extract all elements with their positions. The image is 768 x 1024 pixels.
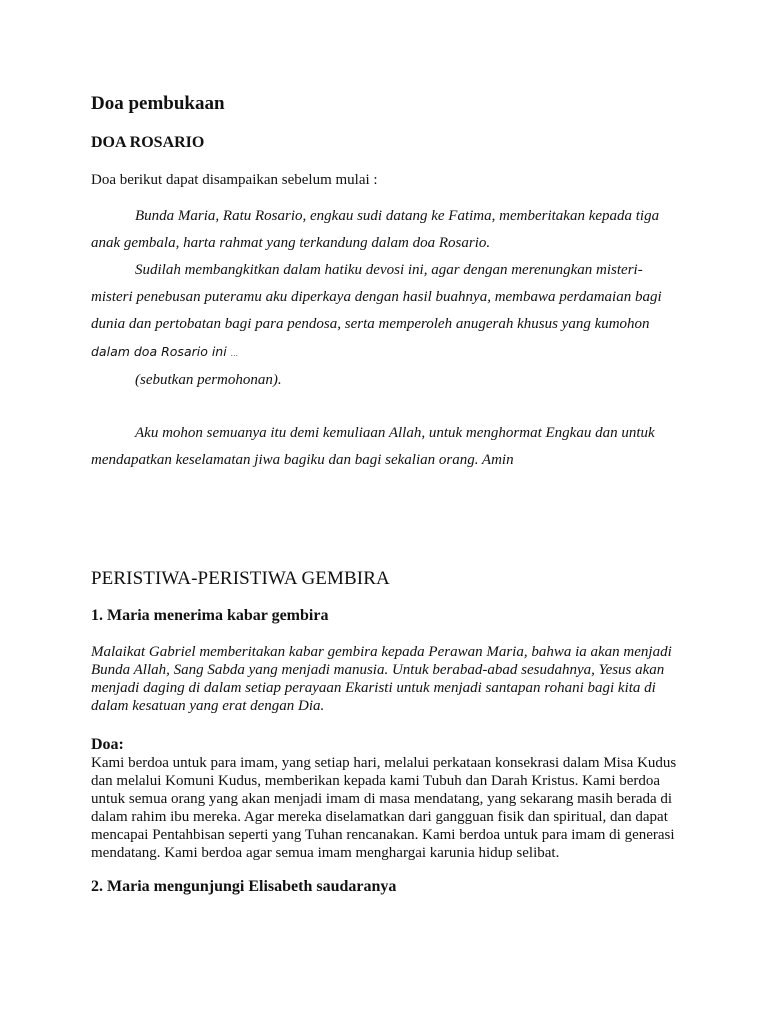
mystery-1-prayer <box>91 736 681 862</box>
opening-title: Doa pembukaan <box>91 93 225 114</box>
doa-label: Doa: <box>91 736 124 753</box>
mystery-2-title: 2. Maria mengunjungi Elisabeth saudaranya <box>91 878 397 895</box>
prayer-paragraph-1: Bunda Maria, Ratu Rosario, engkau sudi datang ke Fatima, memberitakan kepada tiga anak gembala, harta rahmat yang terkandung dalam doa Rosario. <box>91 208 660 251</box>
prayer-paragraph-2-tail: dalam doa Rosario ini <box>91 344 227 359</box>
prayer-paragraph-2 <box>91 257 671 367</box>
intro-text: Doa berikut dapat disampaikan sebelum mulai : <box>91 172 378 188</box>
mystery-1-title: 1. Maria menerima kabar gembira <box>91 607 329 624</box>
prayer-ellipsis: ... <box>230 349 239 358</box>
opening-prayer <box>91 203 671 474</box>
prayer-closing: Aku mohon semuanya itu demi kemuliaan Allah, untuk menghormat Engkau dan untuk mendapatkan keselamatan jiwa bagiku dan bagi sekalian orang. Amin <box>91 425 655 468</box>
rosary-title: DOA ROSARIO <box>91 134 205 151</box>
request-note: (sebutkan permohonan). <box>135 372 282 388</box>
doa-text: Kami berdoa untuk para imam, yang setiap hari, melalui perkataan konsekrasi dalam Misa Kudus dan melalui Komuni Kudus, memberikan kepada kami Tubuh dan Darah Kristus. Kami berdoa untuk semua orang yang akan menjadi imam di masa mendatang, yang sekarang masih berada di dalam rahim ibu mereka. Agar mereka diselamatkan dari gangguan fisik dan spiritual, dan dapat mencapai Pentahbisan seperti yang Tuhan rencanakan. Kami berdoa untuk para imam di generasi mendatang. Kami berdoa agar semua imam menghargai karunia hidup selibat. <box>91 755 677 861</box>
section-title: PERISTIWA-PERISTIWA GEMBIRA <box>91 568 390 589</box>
mystery-1-text: Malaikat Gabriel memberitakan kabar gembira kepada Perawan Maria, bahwa ia akan menjadi Bunda Allah, Sang Sabda yang menjadi manusia. Untuk berabad-abad sesudahnya, Yesus akan menjadi daging di dalam setiap perayaan Ekaristi untuk menjadi santapan rohani bagi kita di dalam kesatuan yang erat dengan Dia. <box>91 644 672 714</box>
spacer <box>91 394 671 420</box>
prayer-paragraph-2-main: Sudilah membangkitkan dalam hatiku devosi ini, agar dengan merenungkan misteri-misteri penebusan puteramu aku diperkaya dengan hasil buahnya, membawa perdamaian bagi dunia dan pertobatan bagi para pendosa, serta memperoleh anugerah khusus yang kumohon <box>91 262 662 332</box>
